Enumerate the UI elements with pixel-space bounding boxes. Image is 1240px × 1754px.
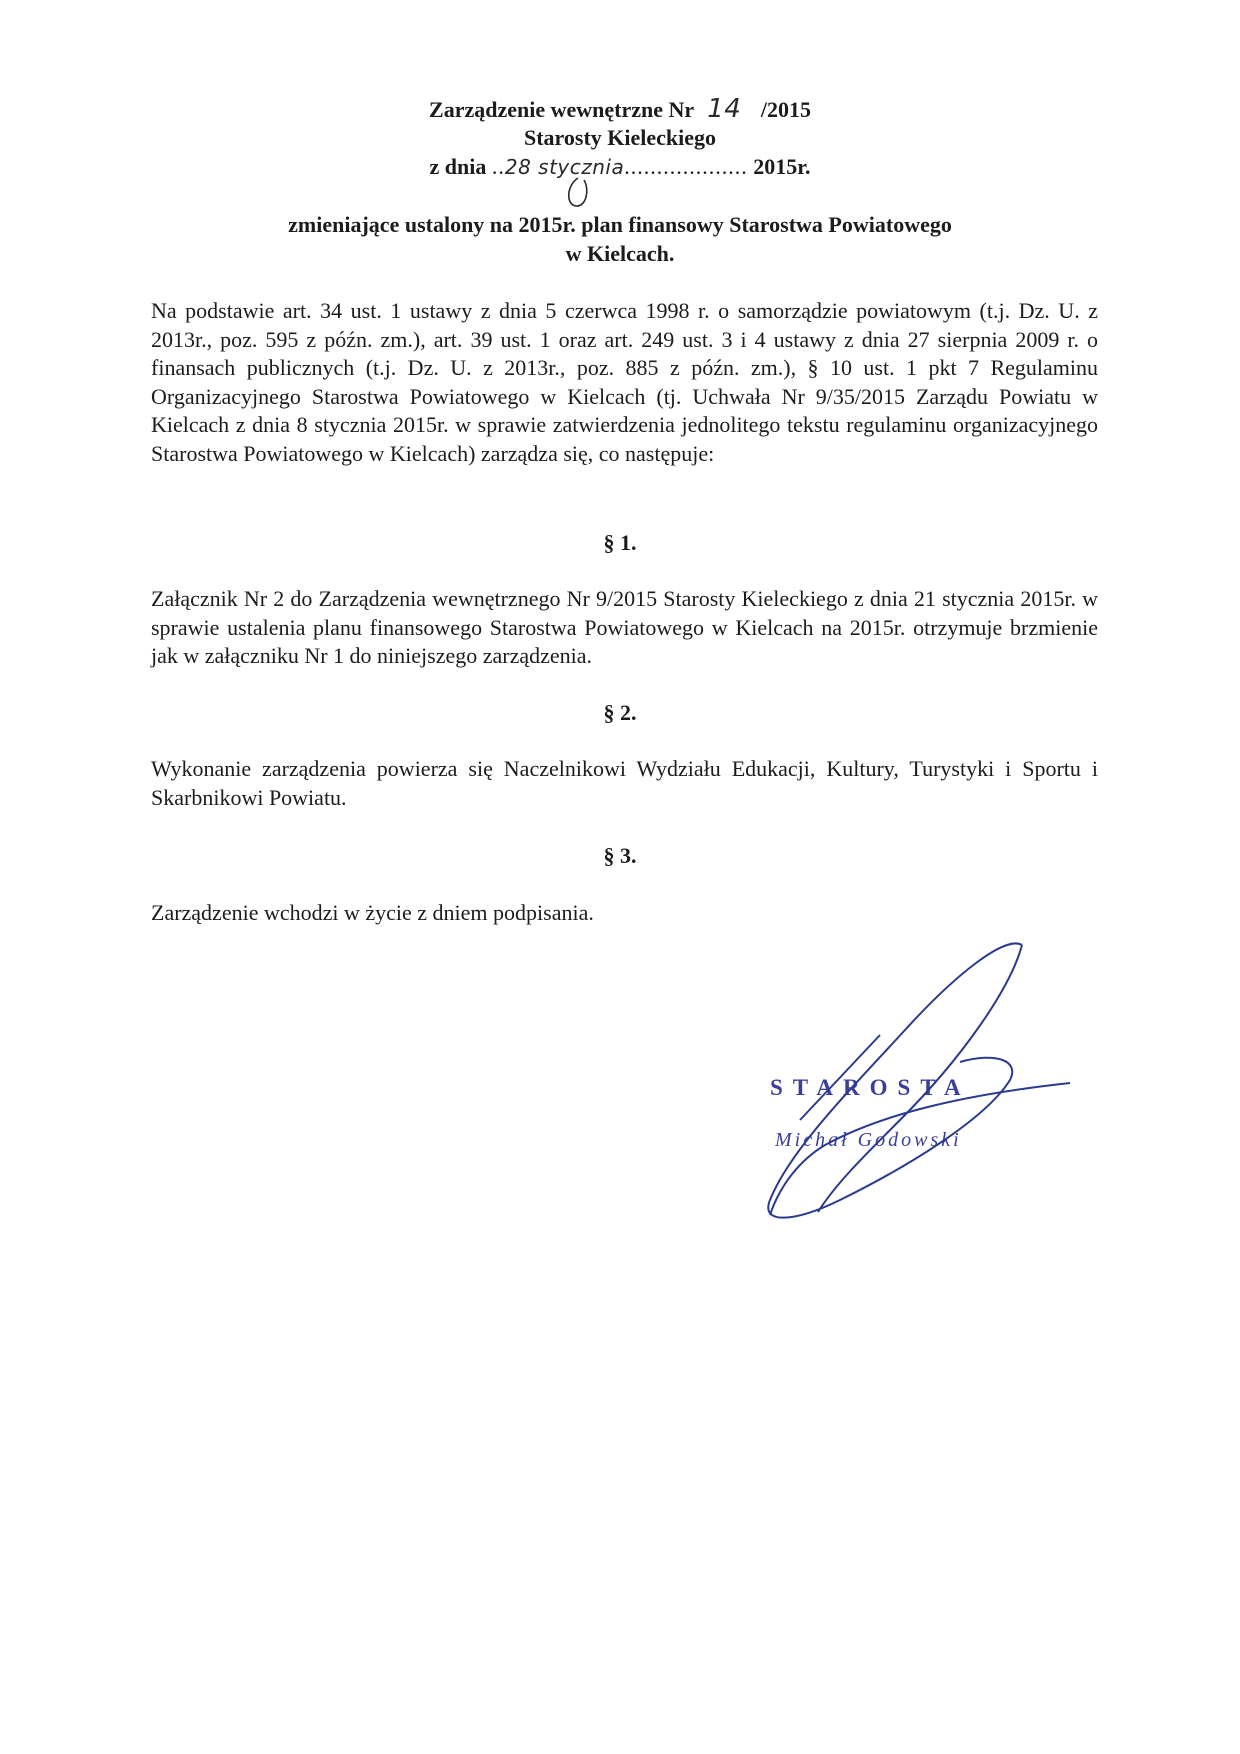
date-line: z dnia ..28 stycznia................... 2015r. <box>429 154 811 179</box>
section-2-label: § 2. <box>603 700 637 725</box>
section-3-label: § 3. <box>603 843 637 868</box>
title-suffix: /2015 <box>760 97 811 122</box>
subject-line-2: w Kielcach. <box>565 241 675 266</box>
date-suffix: 2015r. <box>753 154 811 179</box>
handwritten-curl <box>569 178 587 206</box>
section-1-text: Załącznik Nr 2 do Zarządzenia wewnętrznego Nr 9/2015 Starosty Kieleckiego z dnia 21 stycznia 2015r. w sprawie ustalenia planu finansowego Starostwa Powiatowego w Kielcach na 2015r. otrzymuje brzmienie jak w załączniku Nr 1 do niniejszego zarządzenia. <box>151 586 1098 668</box>
section-2-text: Wykonanie zarządzenia powierza się Naczelnikowi Wydziału Edukacji, Kultury, Turystyki i Sportu i Skarbnikowi Powiatu. <box>151 756 1098 810</box>
issuer-line: Starosty Kieleckiego <box>523 125 717 150</box>
date-prefix: z dnia <box>429 154 487 179</box>
preamble-paragraph: Na podstawie art. 34 ust. 1 ustawy z dnia 5 czerwca 1998 r. o samorządzie powiatowym (t.j. Dz. U. z 2013r., poz. 595 z późn. zm.), art. 39 ust. 1 oraz art. 249 ust. 3 i 4 ustawy z dnia 27 sierpnia 2009 r. o finansach publicznych (t.j. Dz. U. z 2013r., poz. 885 z późn. zm.), § 10 ust. 1 pkt 7 Regulaminu Organizacyjnego Starostwa Powiatowego w Kielcach (tj. Uchwała Nr 9/35/2015 Zarządu Powiatu w Kielcach z dnia 8 stycznia 2015r. w sprawie zatwierdzenia jednolitego tekstu regulaminu organizacyjnego Starostwa Powiatowego w Kielcach) zarządza się, co następuje: <box>151 298 1098 466</box>
subject-line-1: zmieniające ustalony na 2015r. plan finansowy Starostwa Powiatowego <box>288 212 952 237</box>
section-1-label: § 1. <box>603 530 637 555</box>
handwritten-number: 14 <box>707 94 742 124</box>
section-3-text: Zarządzenie wchodzi w życie z dniem podpisania. <box>151 900 594 925</box>
title-prefix: Zarządzenie wewnętrzne Nr <box>429 97 694 122</box>
stamp-title: STAROSTA <box>770 1075 971 1100</box>
stamp-name: Michał Godowski <box>775 1129 962 1151</box>
handwritten-date: 28 stycznia <box>504 155 625 179</box>
